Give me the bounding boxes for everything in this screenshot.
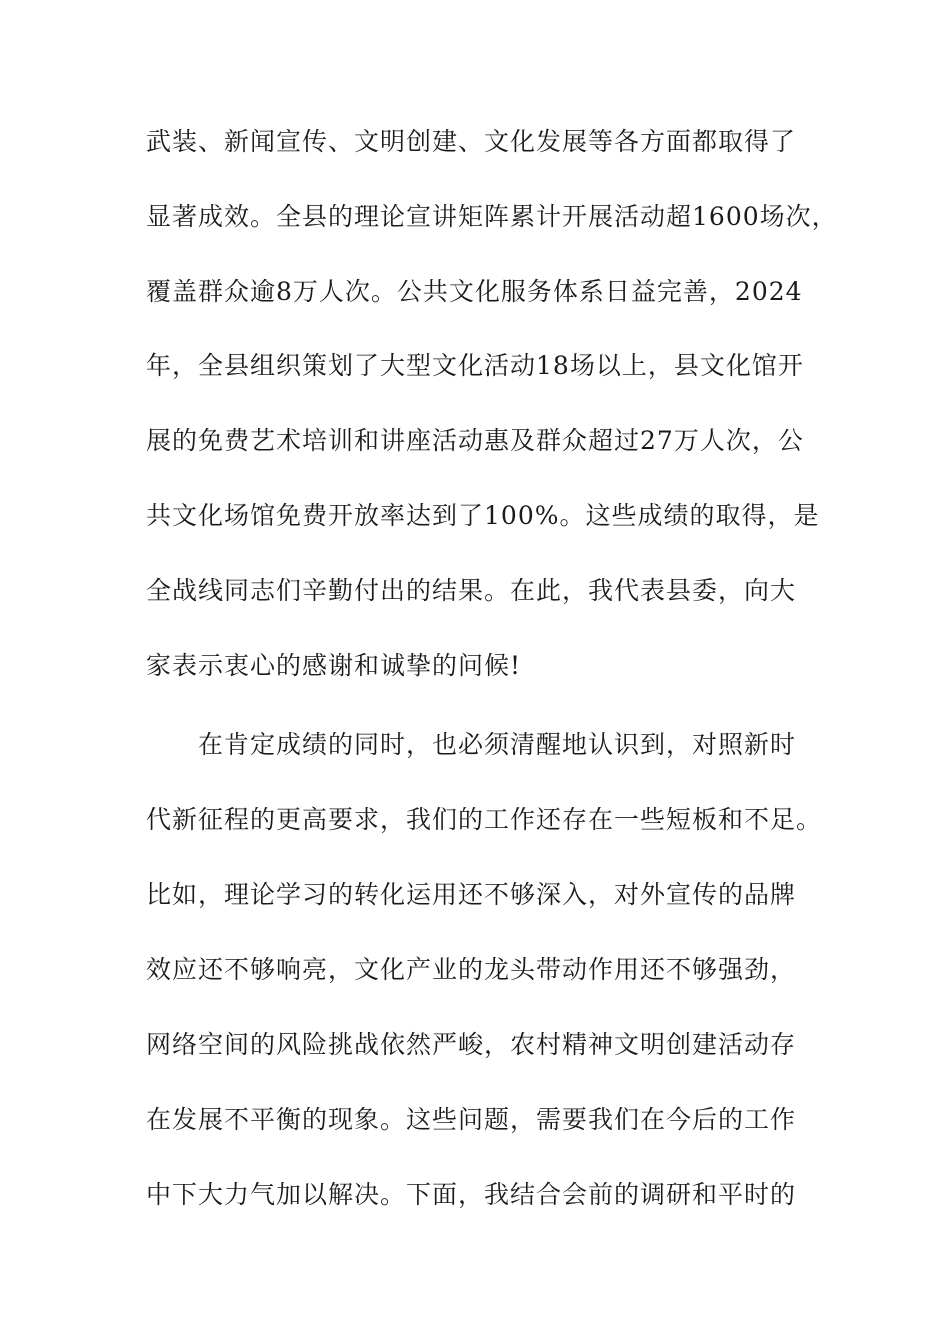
text-line: 展的免费艺术培训和讲座活动惠及群众超过27万人次，公 (146, 426, 804, 455)
text-line: 网络空间的风险挑战依然严峻，农村精神文明创建活动存 (146, 1030, 797, 1059)
text-line: 比如，理论学习的转化运用还不够深入，对外宣传的品牌 (146, 880, 797, 909)
text-line: 在肯定成绩的同时，也必须清醒地认识到，对照新时 (198, 730, 797, 759)
text-line: 效应还不够响亮，文化产业的龙头带动作用还不够强劲， (146, 955, 797, 984)
text-line: 在发展不平衡的现象。这些问题，需要我们在今后的工作 (146, 1105, 797, 1134)
text-line: 家表示衷心的感谢和诚挚的问候! (146, 651, 522, 680)
text-line: 全战线同志们辛勤付出的结果。在此，我代表县委，向大 (146, 576, 797, 605)
text-line: 武装、新闻宣传、文明创建、文化发展等各方面都取得了 (146, 127, 797, 156)
text-line: 覆盖群众逾8万人次。公共文化服务体系日益完善，2024 (146, 277, 803, 306)
text-line: 代新征程的更高要求，我们的工作还存在一些短板和不足。 (146, 805, 823, 834)
text-line: 中下大力气加以解决。下面，我结合会前的调研和平时的 (146, 1180, 797, 1209)
text-line: 显著成效。全县的理论宣讲矩阵累计开展活动超1600场次， (146, 202, 838, 231)
text-line: 共文化场馆免费开放率达到了100%。这些成绩的取得，是 (146, 501, 820, 530)
text-line: 年，全县组织策划了大型文化活动18场以上，县文化馆开 (146, 351, 804, 380)
